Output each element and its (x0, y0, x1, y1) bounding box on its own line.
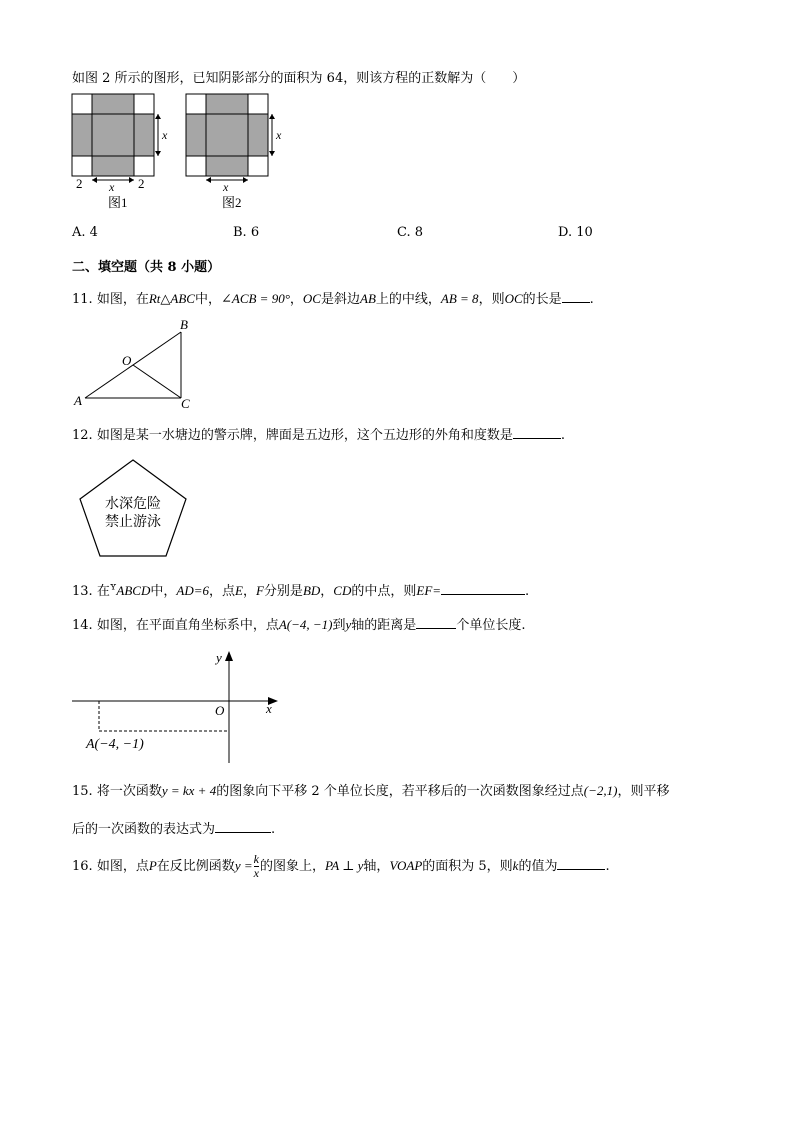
q11-label-b: B (180, 317, 188, 332)
q15-text-line2: 后的一次函数的表达式为 . (72, 822, 276, 837)
q10-option-d[interactable]: D. 10 (558, 225, 593, 240)
q14-x-label: x (266, 701, 272, 716)
fig1-left-label: 2 (76, 176, 83, 191)
q16-fraction: $\frac{k}{x}$ (253, 852, 259, 880)
fig2-x-label: x (223, 180, 229, 194)
sign-line-1: 水深危险 (105, 496, 161, 512)
q16-text: 16. 如图，点P在反比例函数y = $\frac{k}{x}$ 的图象上，PA ⊥ y轴，VOAP的面积为 5，则k的值为 . (72, 852, 610, 880)
q16-answer-blank[interactable] (557, 857, 605, 870)
q11-label-a: A (74, 393, 82, 408)
q13-answer-blank[interactable] (441, 582, 525, 595)
fig1-x-label: x (109, 180, 115, 194)
q11-triangle-figure (70, 315, 200, 410)
q14-coordinate-figure (68, 645, 288, 770)
q11-label-o: O (122, 353, 132, 368)
fig2-side-label: x (276, 128, 282, 142)
q14-origin-label: O (215, 703, 225, 718)
q10-figures (68, 90, 308, 215)
q14-y-label: y (216, 650, 222, 665)
q13-text: 13. 在$^ʏ$ABCD中，AD=6，点E，F分别是BD，CD的中点，则EF= . (72, 581, 530, 599)
q12-pentagon-sign (76, 456, 192, 562)
q14-text: 14. 如图，在平面直角坐标系中，点A(−4, −1)到y轴的距离是 个单位长度. (72, 617, 526, 633)
fig1-caption: 图1 (108, 195, 128, 210)
fig1-right-label: 2 (138, 176, 145, 191)
fig2-caption: 图2 (222, 195, 242, 210)
q14-answer-blank[interactable] (416, 616, 456, 629)
fig1-side-label: x (162, 128, 168, 142)
q15-answer-blank[interactable] (215, 820, 271, 833)
section-heading: 二、填空题（共 8 小题） (72, 260, 221, 275)
sign-line-2: 禁止游泳 (105, 514, 161, 530)
q11-text: 11. 如图，在Rt△ABC中，∠ACB = 90°，OC是斜边AB上的中线，AB = 8，则OC的长是 . (72, 291, 594, 307)
figure-2 (186, 94, 282, 210)
q12-answer-blank[interactable] (513, 426, 561, 439)
figure-1 (72, 94, 168, 210)
q10-option-c[interactable]: C. 8 (397, 225, 424, 240)
q14-point-a-label: A(−4, −1) (86, 737, 144, 752)
q10-option-a[interactable]: A. 4 (72, 225, 98, 240)
q11-label-c: C (181, 396, 190, 410)
q15-text-line1: 15. 将一次函数y = kx + 4的图象向下平移 2 个单位长度，若平移后的一次函数图象经过点(−2,1)，则平移 (72, 783, 670, 799)
q11-answer-blank[interactable] (562, 290, 590, 303)
q10-stem: 如图 2 所示的图形，已知阴影部分的面积为 64，则该方程的正数解为（ ） (72, 71, 526, 86)
q12-text: 12. 如图是某一水塘边的警示牌，牌面是五边形，这个五边形的外角和度数是 . (72, 428, 565, 443)
q10-option-b[interactable]: B. 6 (233, 225, 260, 240)
